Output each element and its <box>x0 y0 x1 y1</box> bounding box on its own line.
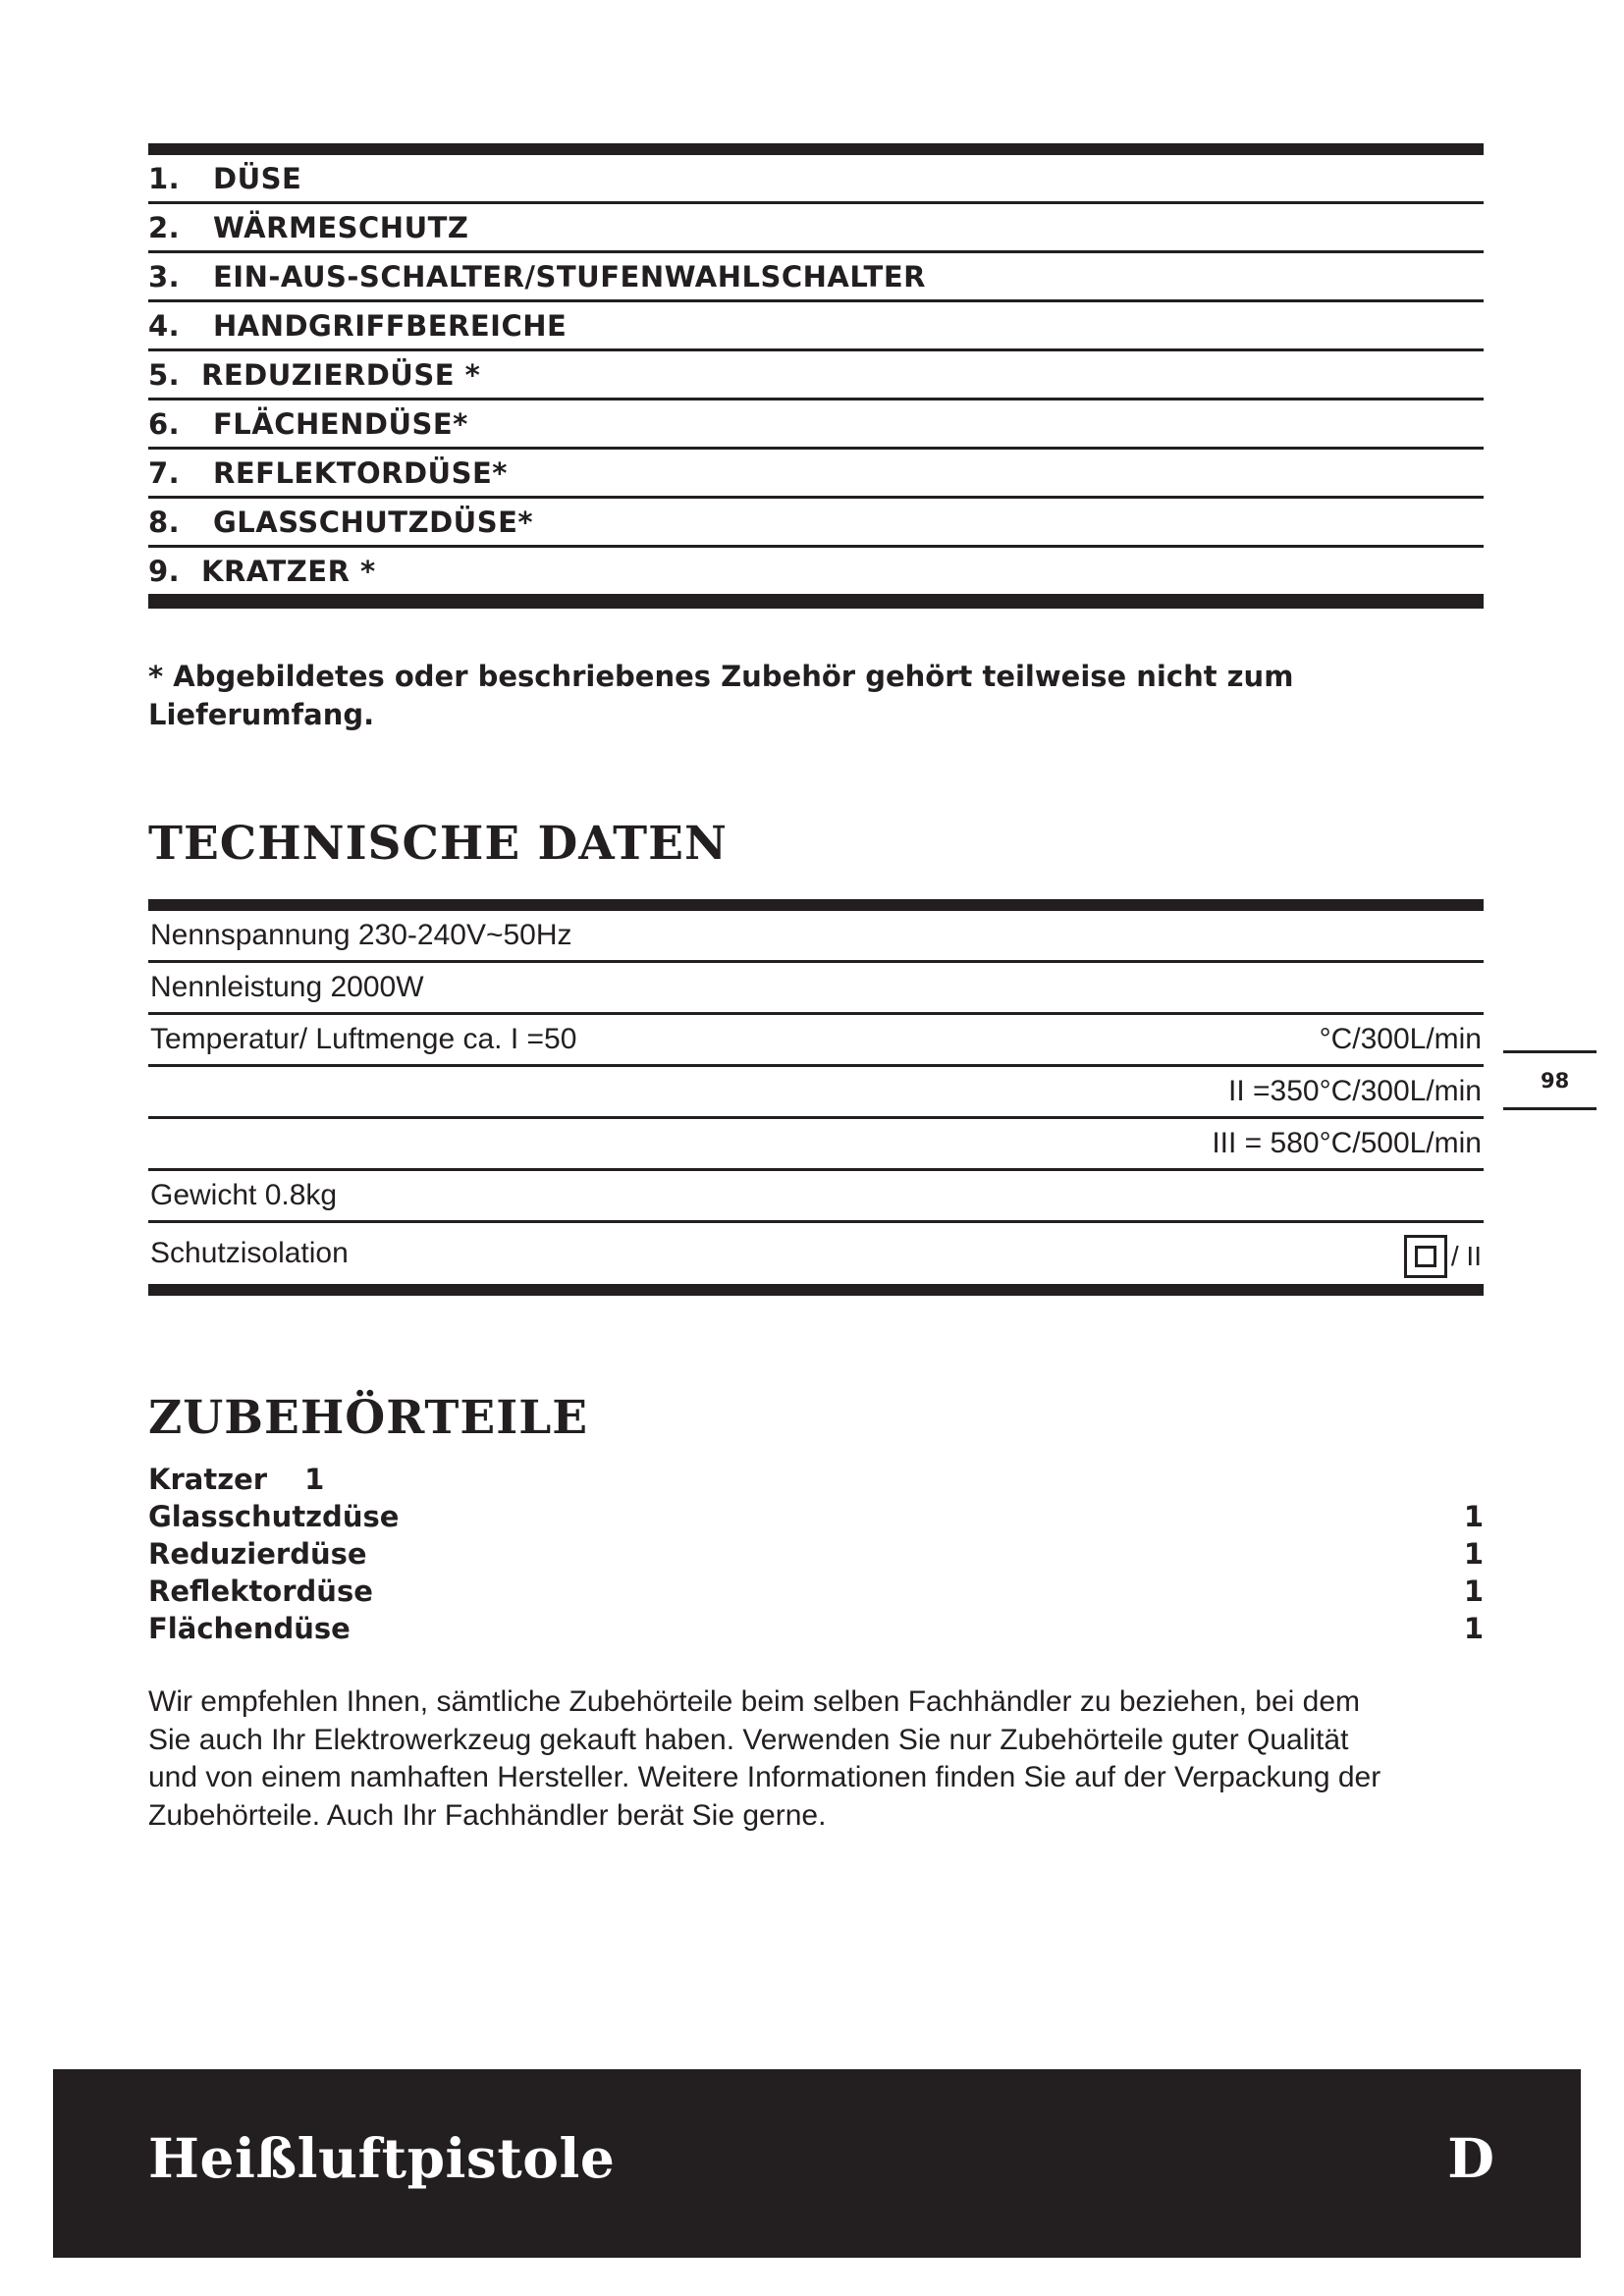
list-item: 8. GLASSCHUTZDÜSE* <box>148 499 1484 548</box>
footnote: * Abgebildetes oder beschriebenes Zubehör gehört teilweise nicht zum Lieferumfang. <box>148 660 1294 731</box>
list-item: Kratzer 1 <box>148 1463 325 1496</box>
accessories-list <box>148 1461 1484 1647</box>
list-item: 6. FLÄCHENDÜSE* <box>148 400 1484 450</box>
list-item: Glasschutzdüse 1 <box>148 1500 1484 1533</box>
divider <box>148 1284 1484 1296</box>
section-heading-tech: TECHNISCHE DATEN <box>148 817 728 871</box>
table-row: Temperatur/ Luftmenge ca. I =50 °C/300L/min <box>148 1015 1484 1067</box>
product-title: Heißluftpistole <box>148 2126 616 2190</box>
section-heading-accessories: ZUBEHÖRTEILE <box>148 1391 589 1445</box>
list-item: 4. HANDGRIFFBEREICHE <box>148 302 1484 351</box>
page-number: 98 <box>1541 1068 1570 1093</box>
tech-table <box>148 899 1484 1296</box>
list-item: Flächendüse 1 <box>148 1612 1484 1645</box>
list-item: 1. DÜSE <box>148 155 1484 204</box>
table-row: III = 580°C/500L/min <box>148 1119 1484 1171</box>
list-item: Reflektordüse 1 <box>148 1575 1484 1608</box>
insulation-symbol: / II <box>1404 1235 1482 1278</box>
footer-band <box>53 2069 1581 2258</box>
list-item: 7. REFLEKTORDÜSE* <box>148 450 1484 499</box>
divider <box>148 899 1484 911</box>
recommendation-paragraph: Wir empfehlen Ihnen, sämtliche Zubehörteile beim selben Fachhändler zu beziehen, bei dem Sie auch Ihr Elektrowerkzeug gekauft haben. Verwenden Sie nur Zubehörteile guter Qualität und von einem namhaften Hersteller. Weitere Informationen finden Sie auf der Verpackung der Zubehörteile. Auch Ihr Fachhändler berät Sie gerne. <box>148 1685 1381 1832</box>
table-row: Nennleistung 2000W <box>148 963 1484 1015</box>
parts-list <box>148 143 1484 609</box>
list-item: 2. WÄRMESCHUTZ <box>148 204 1484 253</box>
page-number-tab <box>1503 1050 1597 1110</box>
table-row: Nennspannung 230-240V~50Hz <box>148 911 1484 963</box>
list-item: 9. KRATZER * <box>148 548 1484 597</box>
language-code: D <box>1447 2126 1494 2190</box>
list-item: 5. REDUZIERDÜSE * <box>148 351 1484 400</box>
list-item: Reduzierdüse 1 <box>148 1537 1484 1571</box>
table-row: II =350°C/300L/min <box>148 1067 1484 1119</box>
divider <box>148 143 1484 155</box>
list-item: 3. EIN-AUS-SCHALTER/STUFENWAHLSCHALTER <box>148 253 1484 302</box>
divider <box>148 597 1484 609</box>
divider <box>1503 1107 1597 1110</box>
table-row: Schutzisolation / II <box>148 1223 1484 1284</box>
double-insulation-icon <box>1404 1235 1447 1278</box>
table-row: Gewicht 0.8kg <box>148 1171 1484 1223</box>
